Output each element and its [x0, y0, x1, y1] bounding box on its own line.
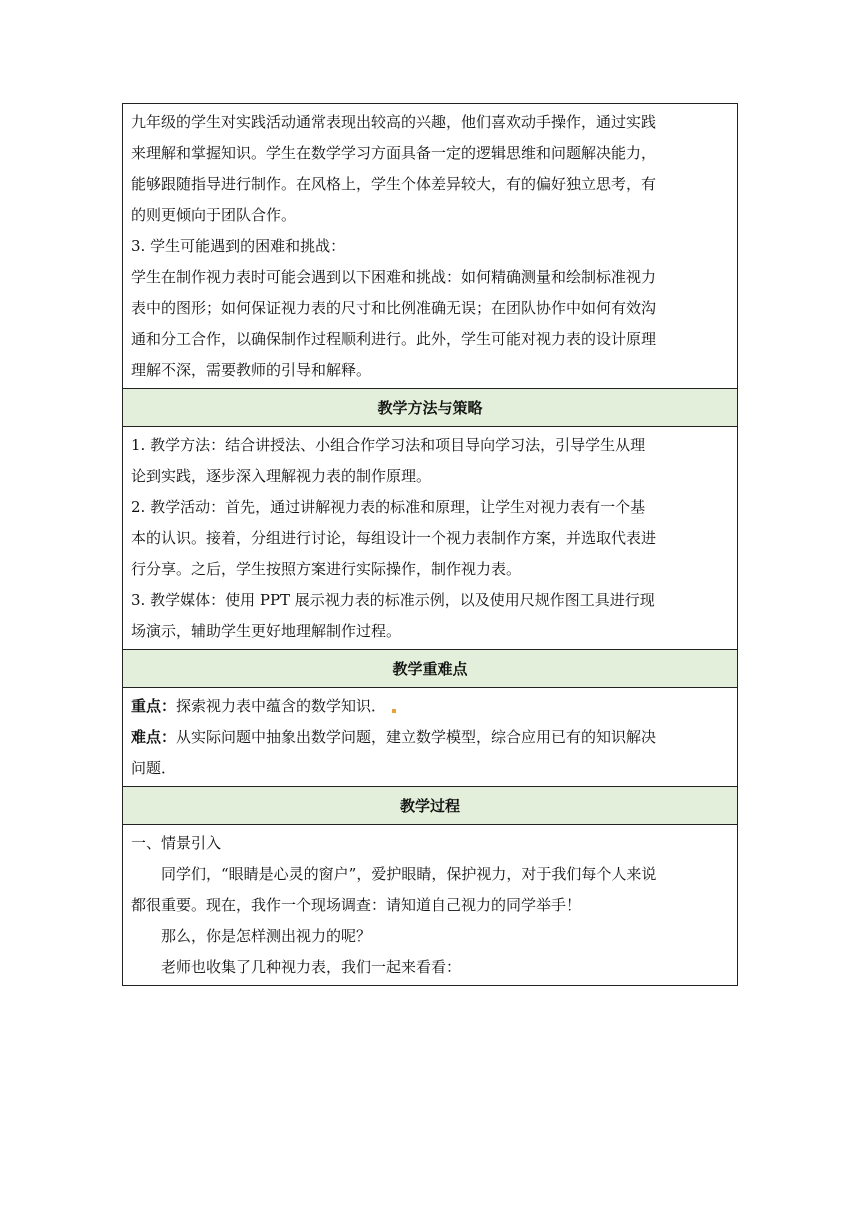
text-line: 来理解和掌握知识。学生在数学学习方面具备一定的逻辑思维和问题解决能力，	[131, 144, 657, 162]
keypoints-row	[123, 688, 738, 787]
text-line: 能够跟随指导进行制作。在风格上，学生个体差异较大，有的偏好独立思考，有	[131, 175, 657, 193]
text-line: 那么，你是怎样测出视力的呢？	[161, 927, 372, 945]
document-page	[122, 103, 738, 986]
section-heading-keypoints: 教学重难点	[123, 650, 738, 688]
text-line: 问题．	[131, 759, 177, 777]
methods-row	[123, 427, 738, 650]
text-line: 行分享。之后，学生按照方案进行实际操作，制作视力表。	[131, 560, 522, 578]
difficult-point-line	[131, 722, 729, 753]
text-line: 2. 教学活动：首先，通过讲解视力表的标准和原理，让学生对视力表有一个基	[131, 498, 646, 516]
text-line: 场演示，辅助学生更好地理解制作过程。	[131, 622, 402, 640]
key-point-line	[131, 691, 729, 722]
analysis-row	[123, 104, 738, 389]
text-line: 学生在制作视力表时可能会遇到以下困难和挑战：如何精确测量和绘制标准视力	[131, 268, 657, 286]
text-line: 3. 学生可能遇到的困难和挑战：	[131, 237, 346, 255]
text-line: 本的认识。接着，分组进行讨论，每组设计一个视力表制作方案，并选取代表进	[131, 529, 657, 547]
analysis-cell	[123, 104, 738, 389]
keypoints-cell	[123, 688, 738, 787]
methods-header-row	[123, 389, 738, 427]
text-line: 论到实践，逐步深入理解视力表的制作原理。	[131, 467, 432, 485]
text-line: 同学们，“眼睛是心灵的窗户”，爱护眼睛，保护视力，对于我们每个人来说	[161, 865, 657, 883]
process-cell	[123, 825, 738, 986]
text-line: 3. 教学媒体：使用 PPT 展示视力表的标准示例，以及使用尺规作图工具进行现	[131, 591, 655, 609]
key-point-text: 探索视力表中蕴含的数学知识．	[176, 697, 387, 715]
text-line: 九年级的学生对实践活动通常表现出较高的兴趣，他们喜欢动手操作，通过实践	[131, 113, 657, 131]
methods-cell	[123, 427, 738, 650]
subsection-heading: 一、情景引入	[131, 834, 222, 852]
text-line: 都很重要。现在，我作一个现场调查：请知道自己视力的同学举手！	[131, 896, 582, 914]
lesson-plan-table	[122, 103, 738, 986]
section-heading-process: 教学过程	[123, 787, 738, 825]
marker-dot	[392, 709, 396, 713]
text-line: 理解不深，需要教师的引导和解释。	[131, 361, 372, 379]
keypoints-header-row	[123, 650, 738, 688]
text-line: 老师也收集了几种视力表，我们一起来看看：	[161, 958, 462, 976]
process-row	[123, 825, 738, 986]
text-line: 1. 教学方法：结合讲授法、小组合作学习法和项目导向学习法，引导学生从理	[131, 436, 646, 454]
difficult-point-text: 从实际问题中抽象出数学问题，建立数学模型，综合应用已有的知识解决	[176, 728, 657, 746]
text-line: 通和分工合作，以确保制作过程顺利进行。此外，学生可能对视力表的设计原理	[131, 330, 657, 348]
section-heading-methods: 教学方法与策略	[123, 389, 738, 427]
difficult-point-label: 难点：	[131, 728, 177, 746]
process-header-row	[123, 787, 738, 825]
text-line: 的则更倾向于团队合作。	[131, 206, 297, 224]
key-point-label: 重点：	[131, 697, 177, 715]
text-line: 表中的图形；如何保证视力表的尺寸和比例准确无误；在团队协作中如何有效沟	[131, 299, 657, 317]
